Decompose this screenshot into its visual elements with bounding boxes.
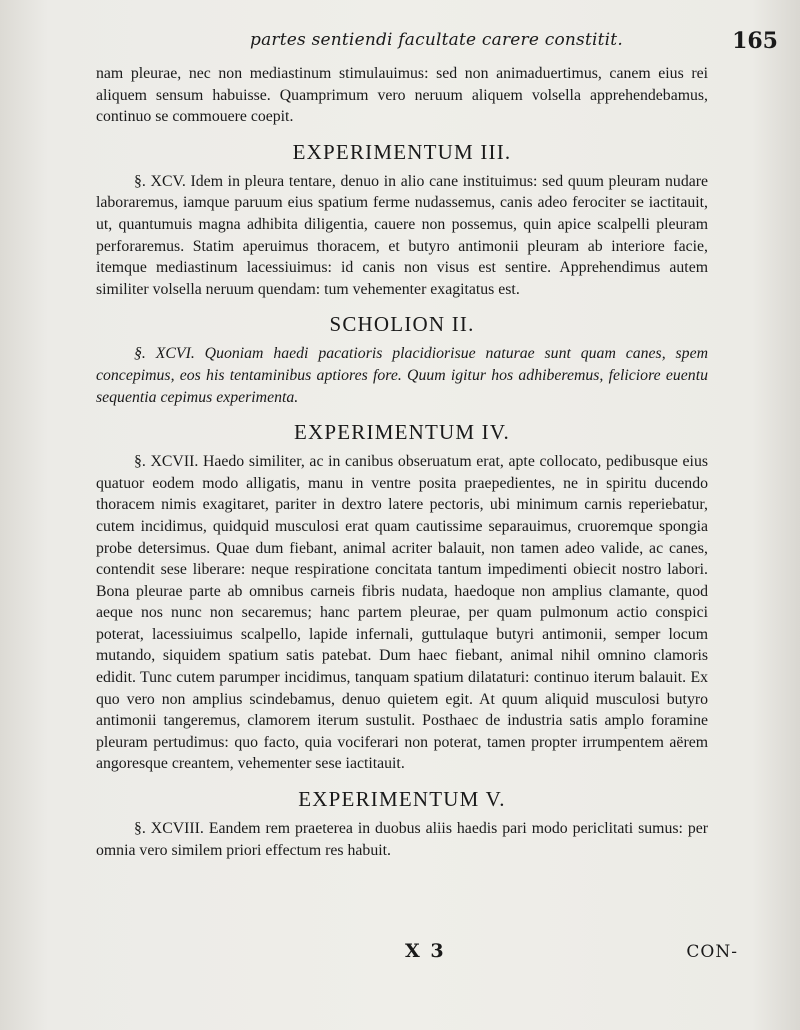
page-body xyxy=(96,63,708,861)
running-head xyxy=(0,28,800,58)
paragraph-xcvi: §. XCVI. Quoniam haedi pacatioris placidiorisue naturae sunt quam canes, spem concepimus, eos his tentaminibus aptiores fore. Quum igitur hos adhiberemus, feliciore euentu sequentia cepimus experimenta. xyxy=(96,345,708,406)
paragraph-xcviii: §. XCVIII. Eandem rem praeterea in duobus aliis haedis pari modo periclitati sumus: per omnia vero similem priori effectum res habuit. xyxy=(96,820,708,859)
page-number: 165 xyxy=(732,28,778,54)
section-heading-experimentum-iii: EXPERIMENTUM III. xyxy=(292,139,512,164)
signature-mark: X 3 xyxy=(405,940,446,962)
running-title: partes sentiendi facultate carere constitit. xyxy=(250,30,623,50)
page-footer xyxy=(0,940,800,970)
paragraph-xcvii: §. XCVII. Haedo similiter, ac in canibus obseruatum erat, apte collocato, pedibusque eius quatuor eodem modo alligatis, manu in ventre posita praepedientes, ne in spiritu ducendo thoracem nimis exagitaret, pariter in dextro latere pectoris, ubi minimum carnis reperiebatur, cutem incidimus, quidquid musculosi erat quam cautissime separauimus, cruoremque spongia probe detersimus. Quae dum fiebant, animal acriter balauit, non tamen adeo valide, ac canes, contendit sese liberare: neque respiratione concitata tantum impedimenti obiecit nostro labori. Bona pleurae parte ab omnibus carneis fibris nudata, haedoque non amplius clamante, quod aeque nos nunc non secaremus; hanc partem pleurae, per quam pulmonum actio conspici poterat, lacessiuimus scalpello, lapide infernali, guttulaque butyri antimonii, semper locum mutando, siquidem spatium satis patebat. Dum haec fiebant, animal nihil omnino clamoris edidit. Tunc cutem parumper incidimus, tanquam spatium dilataturi: continuo iterum balauit. Ex quo vero non amplius scindebamus, denuo quietem egit. At quum aliquid musculosi butyro antimonii tangeremus, clamorem iterum sustulit. Posthaec de industria satis amplo foramine pleuram pertudimus: quo facto, quia vociferari non poterat, tamen propter irrumpentem aërem angoresque creantem, vehementer sese iactitauit. xyxy=(96,453,708,773)
catchword: CON- xyxy=(686,942,738,962)
section-heading-experimentum-iv: EXPERIMENTUM IV. xyxy=(294,420,510,445)
paragraph-continuation: nam pleurae, nec non mediastinum stimulauimus: sed non animaduertimus, canem eius rei aliquem sensum habuisse. Quamprimum vero neruum aliquem volsella apprehendebamus, continuo se commouere coepit. xyxy=(96,65,708,126)
section-heading-scholion-ii: SCHOLION II. xyxy=(329,312,475,337)
section-heading-experimentum-v: EXPERIMENTUM V. xyxy=(298,787,506,812)
paragraph-xcv: §. XCV. Idem in pleura tentare, denuo in alio cane instituimus: sed quum pleuram nudare laboraremus, iamque paruum eius spatium ferme nudassemus, canis adeo ferociter se iactitauit, ut, quantumuis magna adhibita diligentia, cauere non possemus, quin apice scalpelli pleuram perforaremus. Statim aperuimus thoracem, et butyro antimonii pleuram ab interiore facie, itemque mediastinum lacessiuimus: id canis non visus est sentire. Apprehendimus autem similiter volsella neruum quendam: tum vehementer exagitatus est. xyxy=(96,172,708,298)
